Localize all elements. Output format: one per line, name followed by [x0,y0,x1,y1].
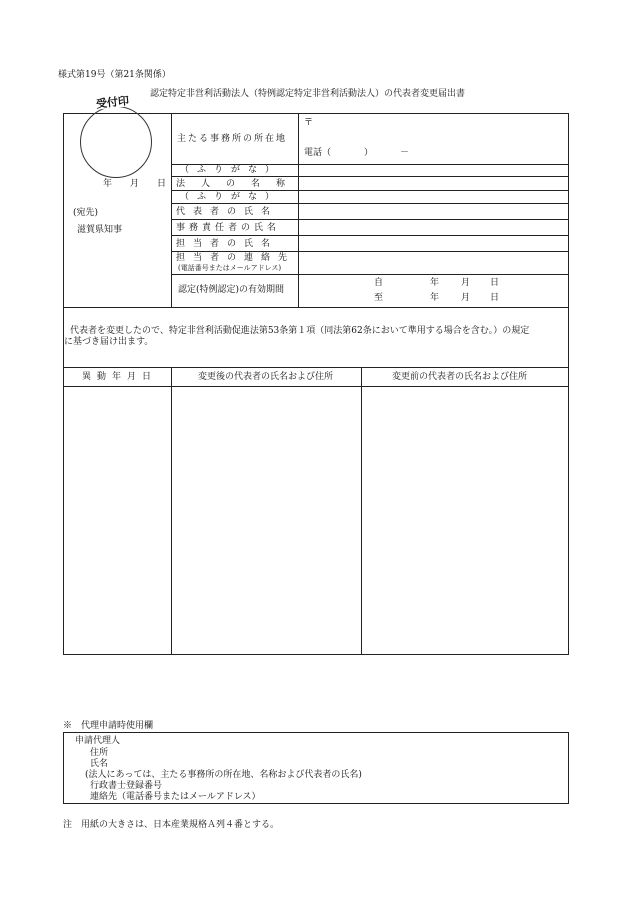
addressee-governor: 滋賀県知事 [77,225,123,235]
validity-to-year: 年 [430,293,440,303]
contact-person-label: 担当者の氏名 [176,239,279,249]
date-month-label: 月 [130,179,140,189]
divider [171,274,569,275]
agent-applicant: 申請代理人 [75,736,121,746]
statement-line-1: 代表者を変更したので、特定非営利活動促進法第53条第１項（同法第62条において準用する場合を含む。）の規定 [70,326,530,336]
date-year-label: 年 [103,179,113,189]
form-number: 様式第19号（第21条関係） [58,70,171,80]
divider [63,386,569,387]
furigana-label-corp: （ふりがな） [180,165,283,175]
addressee-prefix: (宛先) [73,208,99,218]
statement-line-2: に基づき届け出ます。 [64,337,154,347]
date-day-label: 日 [157,179,167,189]
phone-close: ） [364,148,374,158]
agent-section-title: ※ 代理申請時使用欄 [63,721,154,731]
validity-to: 至 [374,293,384,303]
reception-stamp-circle [80,106,152,178]
divider [63,307,569,308]
agent-registration-number: 行政書士登録番号 [90,781,163,791]
agent-name: 氏名 [90,759,109,769]
validity-from-day: 日 [490,278,500,288]
divider [171,367,172,655]
contact-info-note: (電話番号またはメールアドレス) [178,264,282,272]
divider [171,190,569,191]
divider [298,113,299,307]
rep-name-label: 代表者の氏名 [176,207,279,217]
divider [63,367,569,368]
divider [171,219,569,220]
agent-corp-note: (法人にあっては、主たる事務所の所在地、名称および代表者の氏名) [85,770,362,780]
phone-label: 電話（ [304,148,332,158]
agent-address: 住所 [90,748,109,758]
header-change-date: 異動年月日 [82,372,158,382]
divider [171,176,569,177]
office-manager-label: 事務責任者の氏名 [176,223,281,233]
divider [171,203,569,204]
divider [361,367,362,655]
validity-label: 認定(特例認定)の有効期間 [178,285,285,295]
corp-name-label: 法人の名称 [176,179,302,189]
main-form-frame [63,113,569,655]
paper-size-note: 注 用紙の大きさは、日本産業規格Ａ列４番とする。 [63,820,280,830]
address-label: 主たる事務所の所在地 [177,134,288,144]
phone-dash: － [400,148,410,158]
contact-info-label: 担当者の連絡先 [176,253,296,263]
header-before-representative: 変更前の代表者の氏名および住所 [392,372,528,382]
validity-from-month: 月 [461,278,471,288]
postal-mark: 〒 [304,118,314,128]
validity-to-day: 日 [490,293,500,303]
header-after-representative: 変更後の代表者の氏名および住所 [198,372,334,382]
divider [171,113,172,307]
statement-paragraph [64,326,568,348]
divider [171,251,569,252]
divider [171,235,569,236]
validity-from: 自 [374,278,384,288]
validity-from-year: 年 [430,278,440,288]
page-title: 認定特定非営利活動法人（特例認定特定非営利活動法人）の代表者変更届出書 [150,89,466,99]
reception-stamp-label: 受付印 [95,94,130,111]
validity-to-month: 月 [461,293,471,303]
agent-contact: 連絡先（電話番号またはメールアドレス） [90,792,261,802]
furigana-label-rep: （ふりがな） [180,192,283,202]
